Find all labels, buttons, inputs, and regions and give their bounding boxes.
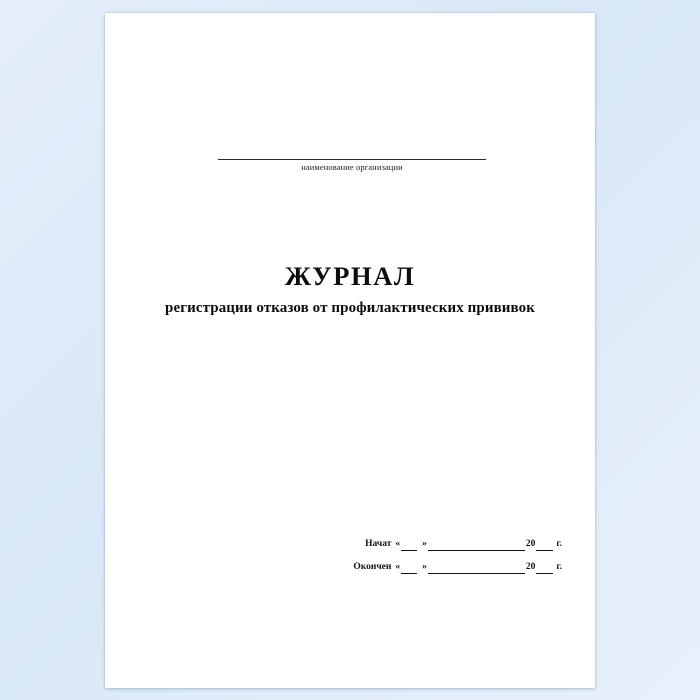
end-date-month-field[interactable] — [428, 564, 525, 574]
end-date-year-suffix: г. — [556, 562, 562, 572]
start-date-day-field[interactable] — [401, 541, 417, 551]
start-date-year-field[interactable] — [536, 541, 553, 551]
start-date-row — [105, 537, 595, 551]
document-title: ЖУРНАЛ — [284, 261, 416, 291]
end-date-year-prefix: 20 — [525, 562, 536, 572]
dates-block — [105, 537, 595, 583]
document-subtitle: регистрации отказов от профилактических прививок — [165, 300, 535, 316]
start-date-label: Начат — [365, 539, 392, 549]
end-date-row — [105, 560, 595, 574]
start-date-year-suffix: г. — [556, 539, 562, 549]
organization-name-input-line[interactable] — [218, 145, 486, 160]
start-date-quote-open: « — [395, 539, 401, 549]
document-page — [105, 13, 595, 688]
start-date-month-field[interactable] — [428, 541, 525, 551]
start-date-year-prefix: 20 — [525, 539, 536, 549]
end-date-quote-open: « — [395, 562, 401, 572]
title-block — [105, 261, 595, 317]
organization-name-block — [218, 145, 486, 172]
end-date-year-field[interactable] — [536, 564, 553, 574]
end-date-day-field[interactable] — [401, 564, 417, 574]
end-date-quote-close: » — [422, 562, 427, 572]
end-date-label: Окончен — [353, 562, 392, 572]
organization-name-caption: наименование организации — [301, 162, 403, 172]
start-date-quote-close: » — [422, 539, 427, 549]
